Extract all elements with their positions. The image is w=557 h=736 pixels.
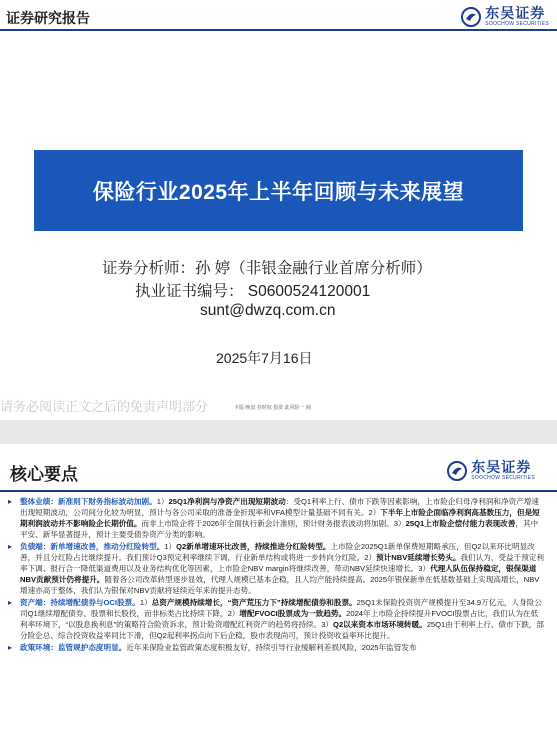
bullet-text: 1） <box>156 497 169 506</box>
bullet-bold: Q2新单增速环比改善，持续推进分红险转型。 <box>176 542 331 551</box>
list-item <box>8 541 544 596</box>
disclaimer-note: 请务必阅读正文之后的免责声明部分 <box>0 399 209 414</box>
bullet-heading: 资产端：持续增配债券与OCI股票。 <box>20 598 140 607</box>
key-points-list <box>8 496 544 654</box>
brand-logo-icon <box>447 461 467 481</box>
bullet-bold: 增配FVOCI股票成为一致趋势。 <box>239 609 347 618</box>
brand-name-en: SOOCHOW SECURITIES <box>471 475 535 481</box>
report-title: 保险行业2025年上半年回顾与未来展望 <box>92 180 465 204</box>
report-date: 2025年7月16日 <box>216 350 313 366</box>
bullet-text: 随着各公司改革转型逐步显效，代理人规模已基本企稳，且人均产能持续提高。2025年银保新单在低基数基础上实现高增长，NBV增速亦高于整体，我们认为银保对NBV贡献将延续近年来的提升态势。 <box>20 575 540 595</box>
bullet-bold: 25Q1净利润与净资产出现短期波动 <box>168 497 286 506</box>
bullet-bold: Q2以来资本市场环境转暖。 <box>333 620 427 629</box>
bullet-text: 1） <box>164 542 177 551</box>
bullet-text: 上市险企2025Q1新单保费短期略承压，但Q2以来环比明显改善，并且分红险占比继续提升。我们预计Q3预定利率继续下调，行业新单结构或将进一步转向分红险。2） <box>20 542 535 562</box>
bullet-heading: 政策环境：监管规护态度明显。 <box>20 643 127 652</box>
bullet-bold: 代理人队伍保持稳定，银保渠道NBV贡献预计仍将提升。 <box>20 564 537 584</box>
list-item <box>8 642 544 653</box>
analyst-email: sunt@dwzq.com.cn <box>200 302 336 319</box>
page-gap <box>0 420 557 444</box>
disclaimer-fine-print: 卡版 晚盘 券时权 投资 此风险一 圈 <box>234 405 311 411</box>
bullet-text: 25Q1由于利率上行、债市下跌，部分险企总、综合投资收益率同比下滑，但Q2起利率拐点向下后企稳，股市表现尚可，预计投资收益率环比提升。 <box>20 620 544 640</box>
list-item <box>8 597 544 641</box>
report-type-label: 证券研究报告 <box>6 10 90 26</box>
brand-logo <box>447 460 535 481</box>
list-item <box>8 496 544 540</box>
brand-name-cn: 东吴证券 <box>471 459 532 475</box>
slide-title: 核心要点 <box>10 465 78 484</box>
bullet-text: 而非上市险企将于2026年全面执行新会计准则，预计财务报表波动将加剧。3） <box>141 519 406 528</box>
bullet-bold: 预计NBV延续增长势头。 <box>376 553 461 562</box>
bullet-bold: 下半年上市险企面临净利润高基数压力，但是短期利润波动并不影响险企长期价值。 <box>20 508 540 528</box>
brand-name-en: SOOCHOW SECURITIES <box>485 21 549 27</box>
bullet-text: ：受Q1利率上行、债市下跌等因素影响，上市险企归母净利润和净资产增速出现短期波动，公司间分化较为明显，预计与各公司采取的准备金折现率和VFA模型计量基础不同有关。2） <box>20 497 539 517</box>
bullet-text: 1） <box>139 598 152 607</box>
bullet-text: 2024年上市险企持续提升FVOCI股票占比，我们认为在低利率环境下，“以股息换利息”的策略符合险资诉求，预计险资增配红利资产的趋势将持续。3） <box>20 609 539 629</box>
key-points-slide <box>0 444 557 736</box>
brand-name-cn: 东吴证券 <box>485 5 546 21</box>
bullet-text: 25Q1末保险投资资产规模提升至34.9万亿元，人身险公司Q1继续增配债券、股票和长股投，而非标类占比持续下降。2） <box>20 598 542 618</box>
bullet-heading: 整体业绩：新准则下财务指标波动加剧。 <box>20 497 157 506</box>
bullet-text: 我们认为，受益于预定利率下调、报行合一降低渠道费用以及业务结构优化等因素，上市险企NBV margin将继续改善，带动NBV延续快速增长。3） <box>20 553 544 573</box>
title-banner <box>34 150 523 231</box>
certificate-line: 执业证书编号： S0600524120001 <box>135 283 371 300</box>
brand-logo-icon <box>461 7 481 27</box>
bullet-heading: 负债端：新单增速改善，推动分红险转型。 <box>20 542 165 551</box>
bullet-text: ，其中平安、新华显著提升，预计主要受债券资产分类的影响。 <box>20 519 539 539</box>
bullet-text: 近年来保险业监管政策态度积极友好，持续引导行业缓解利差损风险，2025年监管发布 <box>126 643 417 652</box>
brand-logo <box>461 6 549 27</box>
header-divider <box>0 29 557 31</box>
bullet-bold: 总资产规模持续增长，“资产荒压力下”持续增配债券和股票。 <box>151 598 357 607</box>
analyst-line: 证券分析师：孙 婷（非银金融行业首席分析师） <box>102 260 432 277</box>
slide-divider <box>0 490 557 492</box>
bullet-bold: 25Q1上市险企偿付能力表现改善 <box>405 519 516 528</box>
